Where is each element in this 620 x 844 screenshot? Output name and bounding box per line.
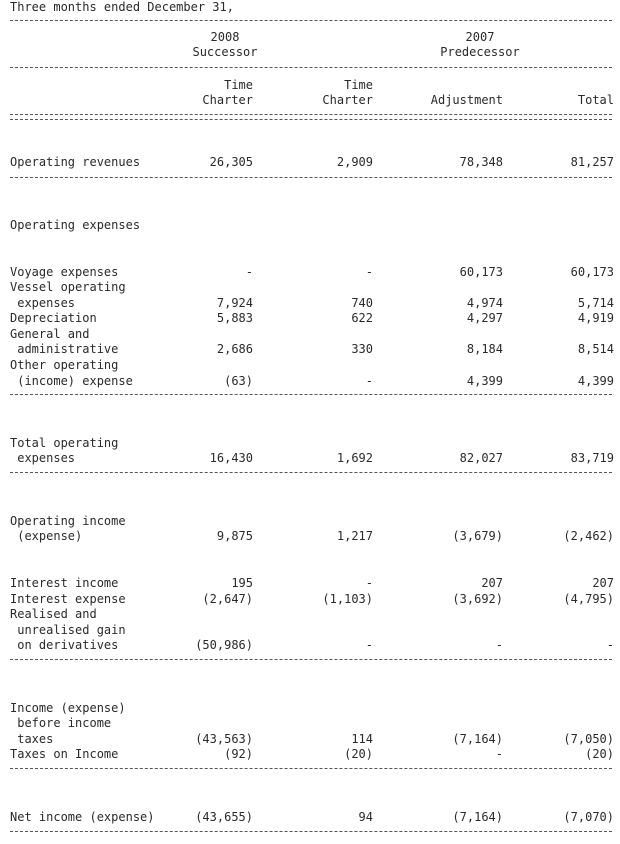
year-2007-header: 2007 <box>465 30 495 44</box>
section-heading-operating-expenses: Operating expenses <box>10 218 141 232</box>
row-label-net-income: Net income (expense) <box>10 810 155 824</box>
cell: 2,686 <box>216 342 253 356</box>
cell: 207 <box>592 576 614 590</box>
cell: 4,974 <box>466 296 503 310</box>
row-label-ga-line1: General and <box>10 327 90 341</box>
cell: (20) <box>344 747 373 761</box>
cell: 78,348 <box>459 155 503 169</box>
divider <box>10 659 612 660</box>
row-label-voyage: Voyage expenses <box>10 265 119 279</box>
divider <box>10 831 612 832</box>
col1-header-line2: Charter <box>202 93 253 107</box>
cell: 83,719 <box>570 451 614 465</box>
row-label-other-line1: Other operating <box>10 358 119 372</box>
row-label-derivatives-line3: on derivatives <box>10 638 119 652</box>
cell: (20) <box>585 747 614 761</box>
cell: 4,919 <box>577 311 614 325</box>
divider <box>10 20 612 21</box>
row-label-total-opex-line2: expenses <box>10 451 76 465</box>
row-label-vessel-line2: expenses <box>10 296 76 310</box>
row-label-derivatives-line1: Realised and <box>10 607 97 621</box>
cell: - <box>365 576 373 590</box>
row-label-op-income-line2: (expense) <box>10 529 83 543</box>
cell: 4,297 <box>466 311 503 325</box>
cell: 16,430 <box>209 451 253 465</box>
cell: 9,875 <box>216 529 253 543</box>
divider <box>10 67 612 68</box>
predecessor-header: Predecessor <box>440 45 520 59</box>
divider <box>10 114 612 115</box>
cell: 207 <box>481 576 503 590</box>
cell: 330 <box>351 342 373 356</box>
cell: 4,399 <box>577 374 614 388</box>
cell: 60,173 <box>459 265 503 279</box>
cell: 7,924 <box>216 296 253 310</box>
cell: 195 <box>231 576 253 590</box>
divider <box>10 472 612 473</box>
cell: (3,692) <box>452 592 503 606</box>
row-label-op-income-line1: Operating income <box>10 514 126 528</box>
row-label-ga-line2: administrative <box>10 342 119 356</box>
cell: (7,164) <box>452 732 503 746</box>
col3-header: Adjustment <box>430 93 503 107</box>
row-label-pretax-line1: Income (expense) <box>10 701 126 715</box>
divider <box>10 177 612 178</box>
period-label: Three months ended December 31, <box>10 0 234 14</box>
cell: 1,217 <box>336 529 373 543</box>
cell: 94 <box>358 810 373 824</box>
row-label-interest-expense: Interest expense <box>10 592 126 606</box>
row-label-pretax-line3: taxes <box>10 732 54 746</box>
row-label-pretax-line2: before income <box>10 716 112 730</box>
cell: 81,257 <box>570 155 614 169</box>
cell: (4,795) <box>563 592 614 606</box>
cell: 8,184 <box>466 342 503 356</box>
cell: 740 <box>351 296 373 310</box>
cell: 622 <box>351 311 373 325</box>
col2-header-line2: Charter <box>322 93 373 107</box>
cell: - <box>365 265 373 279</box>
row-label-other-line2: (income) expense <box>10 374 133 388</box>
col2-header-line1: Time <box>344 78 373 92</box>
cell: 82,027 <box>459 451 503 465</box>
col1-header-line1: Time <box>224 78 253 92</box>
cell: - <box>495 747 503 761</box>
row-label-operating-revenues: Operating revenues <box>10 155 141 169</box>
row-label-depreciation: Depreciation <box>10 311 97 325</box>
divider <box>10 768 612 769</box>
cell: (7,050) <box>563 732 614 746</box>
cell: 8,514 <box>577 342 614 356</box>
cell: - <box>365 638 373 652</box>
cell: 5,883 <box>216 311 253 325</box>
row-label-vessel-line1: Vessel operating <box>10 280 126 294</box>
row-label-total-opex-line1: Total operating <box>10 436 119 450</box>
cell: - <box>606 638 614 652</box>
cell: 2,909 <box>336 155 373 169</box>
cell: 4,399 <box>466 374 503 388</box>
cell: - <box>245 265 253 279</box>
cell: (1,103) <box>322 592 373 606</box>
cell: 5,714 <box>577 296 614 310</box>
cell: (2,462) <box>563 529 614 543</box>
cell: (7,070) <box>563 810 614 824</box>
cell: 1,692 <box>336 451 373 465</box>
cell: 26,305 <box>209 155 253 169</box>
divider <box>10 119 612 120</box>
row-label-derivatives-line2: unrealised gain <box>10 623 126 637</box>
cell: (7,164) <box>452 810 503 824</box>
cell: (3,679) <box>452 529 503 543</box>
cell: 60,173 <box>570 265 614 279</box>
cell: (63) <box>224 374 253 388</box>
cell: 114 <box>351 732 373 746</box>
row-label-interest-income: Interest income <box>10 576 119 590</box>
row-label-taxes: Taxes on Income <box>10 747 119 761</box>
cell: (43,655) <box>195 810 253 824</box>
cell: - <box>495 638 503 652</box>
cell: - <box>365 374 373 388</box>
cell: (2,647) <box>202 592 253 606</box>
col4-header: Total <box>577 93 614 107</box>
successor-header: Successor <box>192 45 258 59</box>
divider <box>10 394 612 395</box>
cell: (50,986) <box>195 638 253 652</box>
cell: (43,563) <box>195 732 253 746</box>
cell: (92) <box>224 747 253 761</box>
year-2008-header: 2008 <box>210 30 240 44</box>
